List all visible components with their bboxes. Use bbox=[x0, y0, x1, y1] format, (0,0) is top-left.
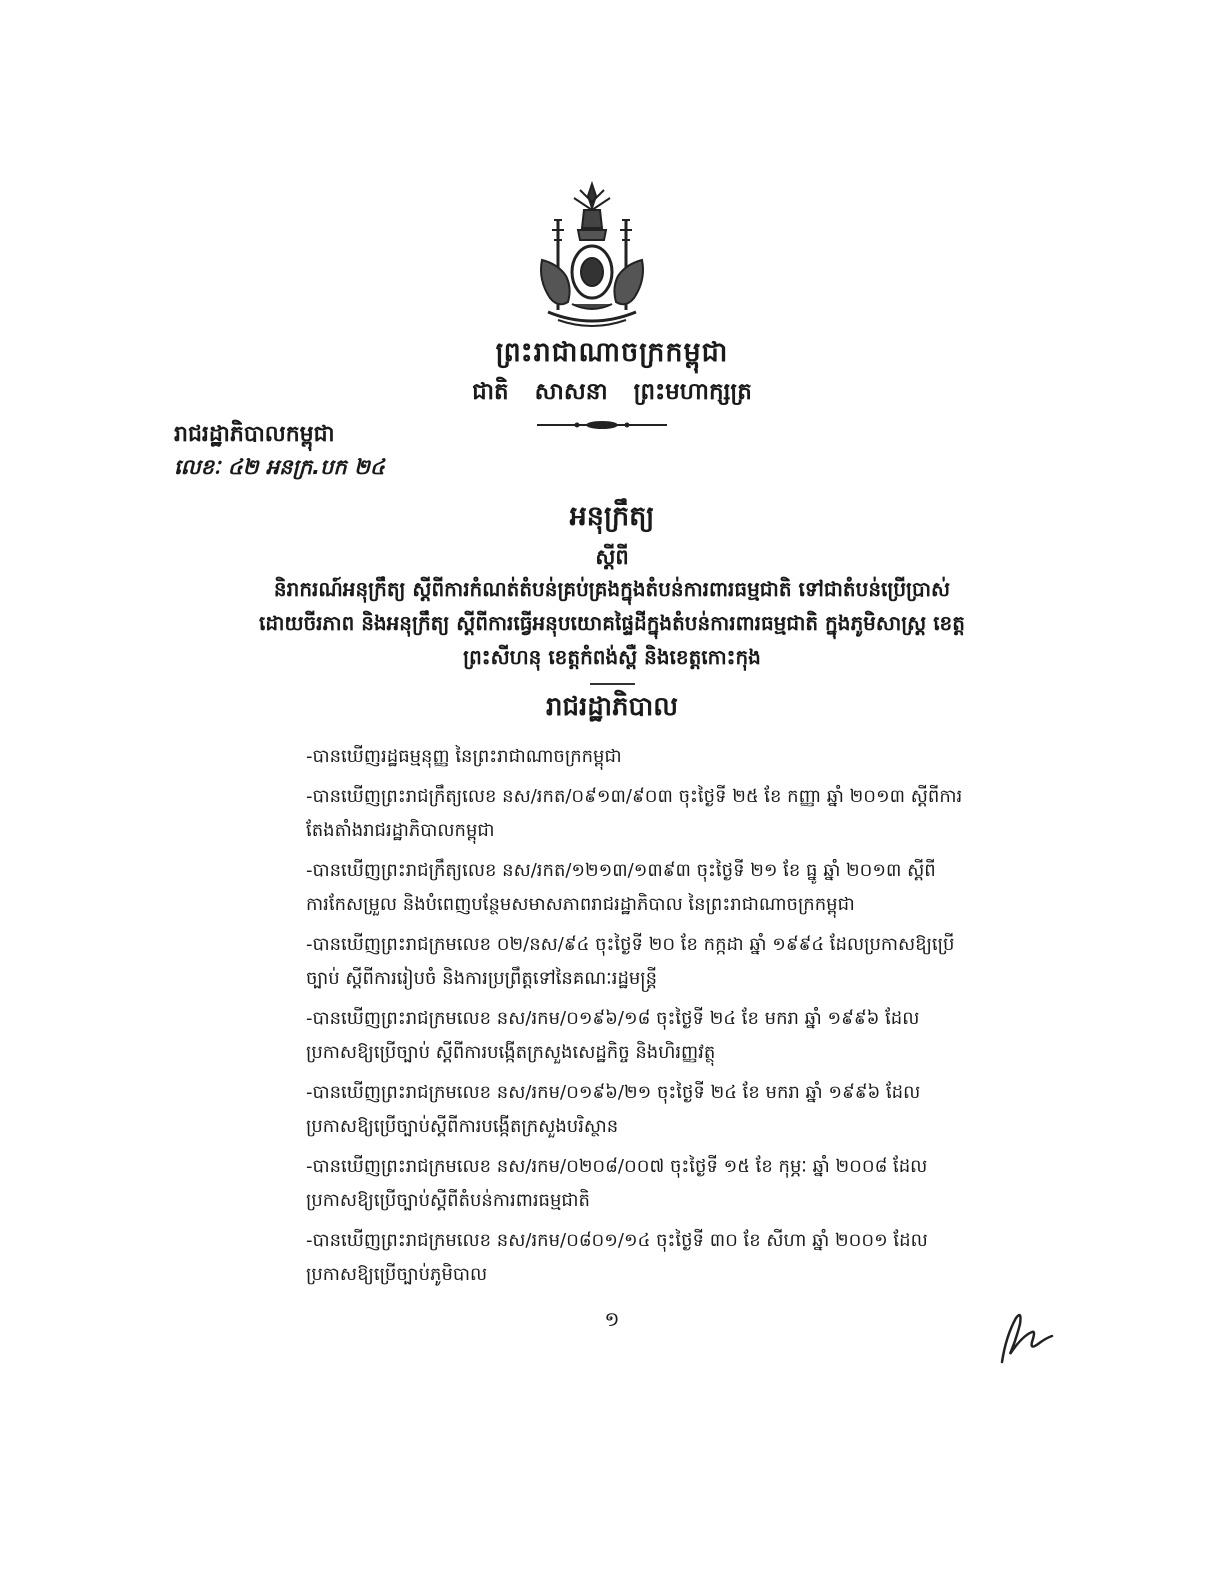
title-divider bbox=[590, 683, 635, 685]
reference-item: -បានឃើញព្រះរាជក្រមលេខ ០២/នស/៩៤ ចុះថ្ងៃទី ២០ ខែ កក្កដា ឆ្នាំ ១៩៩៤ ដែលប្រកាសឱ្យប្រើច្បាប់ ស្តីពីការរៀបចំ និងការប្រព្រឹត្តទៅនៃគណៈរដ្ឋមន្ត្រី bbox=[306, 934, 955, 989]
kingdom-name: ព្រះរាជាណាចក្រកម្ពុជា bbox=[495, 337, 729, 368]
reference-item: -បានឃើញព្រះរាជក្រមលេខ នស/រកម/០១៩៦/១៨ ចុះថ្ងៃទី ២៤ ខែ មករា ឆ្នាំ ១៩៩៦ ដែលប្រកាសឱ្យប្រើច្បាប់ ស្តីពីការបង្កើតក្រសួងសេដ្ឋកិច្ច និងហិរញ្ញវត្ថុ bbox=[306, 1008, 920, 1063]
reference-item: -បានឃើញព្រះរាជក្រឹត្យលេខ នស/រកត/១២១៣/១៣៩៣ ចុះថ្ងៃទី ២១ ខែ ធ្នូ ឆ្នាំ ២០១៣ ស្តីពីការកែសម្រួល និងបំពេញបន្ថែមសមាសភាពរាជរដ្ឋាភិបាល នៃព្រះរាជាណាចក្រកម្ពុជា bbox=[306, 860, 936, 915]
document-type-title: អនុក្រឹត្យ bbox=[569, 501, 655, 532]
reference-item: -បានឃើញព្រះរាជក្រមលេខ នស/រកម/០២០៨/០០៧ ចុះថ្ងៃទី ១៥ ខែ កុម្ភៈ ឆ្នាំ ២០០៨ ដែលប្រកាសឱ្យប្រើច្បាប់ស្តីពីតំបន់ការពារធម្មជាតិ bbox=[306, 1156, 928, 1211]
page-number: ១ bbox=[604, 1307, 620, 1331]
royal-coat-of-arms-icon bbox=[528, 180, 656, 330]
government-heading: រាជរដ្ឋាភិបាល bbox=[545, 692, 679, 722]
reference-item: -បានឃើញព្រះរាជក្រមលេខ នស/រកម/០១៩៦/២១ ចុះថ្ងៃទី ២៤ ខែ មករា ឆ្នាំ ១៩៩៦ ដែលប្រកាសឱ្យប្រើច្បាប់ស្តីពីការបង្កើតក្រសួងបរិស្ថាន bbox=[306, 1082, 921, 1137]
reference-item: -បានឃើញព្រះរាជក្រមលេខ នស/រកម/០៨០១/១៤ ចុះថ្ងៃទី ៣០ ខែ សីហា ឆ្នាំ ២០០១ ដែលប្រកាសឱ្យប្រើច្បាប់ភូមិបាល bbox=[306, 1230, 928, 1285]
reference-item: -បានឃើញរដ្ឋធម្មនុញ្ញ នៃព្រះរាជាណាចក្រកម្ពុជា bbox=[306, 746, 622, 767]
signature-icon bbox=[996, 1306, 1060, 1366]
about-label: ស្តីពី bbox=[595, 545, 629, 569]
ornament-divider-icon bbox=[537, 418, 667, 432]
legal-references bbox=[306, 740, 974, 1298]
issuing-government: រាជរដ្ឋាភិបាលកម្ពុជា bbox=[174, 422, 335, 447]
reference-item: -បានឃើញព្រះរាជក្រឹត្យលេខ នស/រកត/០៩១៣/៩០៣ ចុះថ្ងៃទី ២៥ ខែ កញ្ញា ឆ្នាំ ២០១៣ ស្តីពីការតែងតាំងរាជរដ្ឋាភិបាលកម្ពុជា bbox=[306, 786, 963, 841]
document-number: លេខៈ ៤២ អនក្រ.បក ២៤ bbox=[174, 455, 385, 479]
national-motto: ជាតិ សាសនា ព្រះមហាក្សត្រ bbox=[472, 379, 752, 405]
document-subject: និរាករណ៍អនុក្រឹត្យ ស្តីពីការកំណត់តំបន់គ្រប់គ្រងក្នុងតំបន់ការពារធម្មជាតិ ទៅជាតំបន់ប្រើប្រាស់ដោយចីរភាព និងអនុក្រឹត្យ ស្តីពីការធ្វើអនុបយោគផ្ទៃដីក្នុងតំបន់ការពារធម្មជាតិ ក្នុងភូមិសាស្ត្រ ខេត្តព្រះសីហនុ ខេត្តកំពង់ស្ពឺ និងខេត្តកោះកុង bbox=[259, 577, 965, 669]
